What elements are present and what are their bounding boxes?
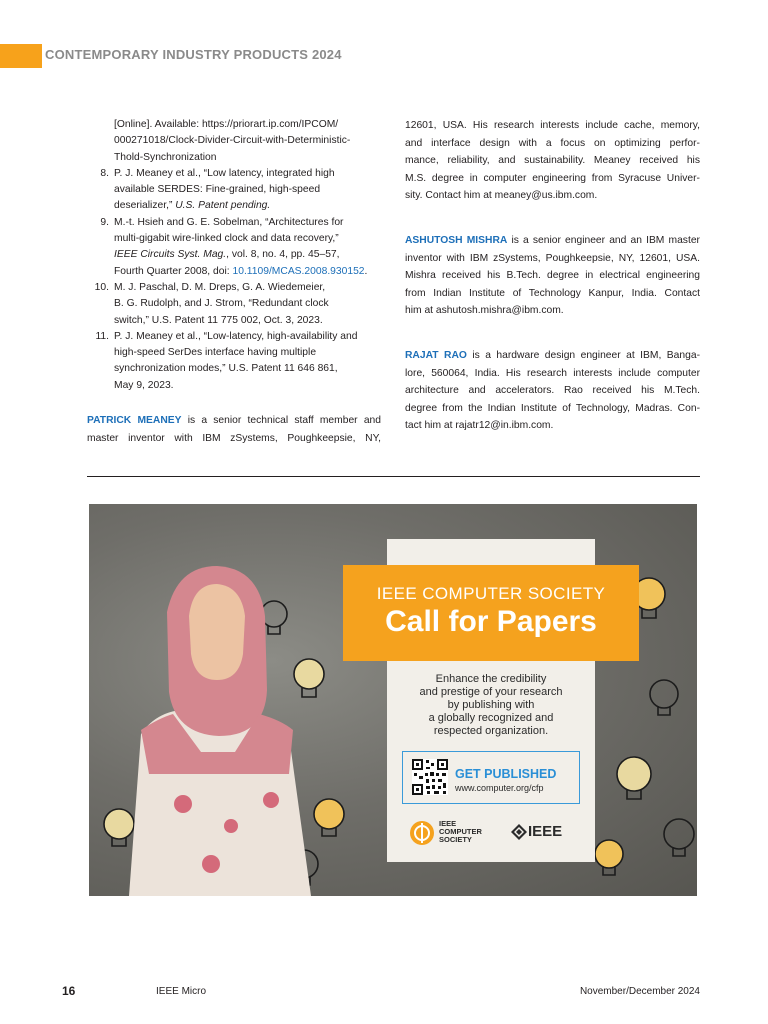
lightbulb-icon (104, 809, 134, 846)
ad-body-line: by publishing with (447, 699, 535, 711)
bio-text: sity. Contact him at meaney@us.ibm.com. (405, 190, 598, 202)
bio-text: is a senior engineer and an IBM master (507, 234, 700, 246)
bio-text: is a senior technical staff member and (181, 415, 381, 427)
lightbulb-icon (314, 799, 344, 836)
ref-line: [Online]. Available: https://priorart.ip.com/IPCOM/ (114, 119, 339, 130)
reference-10 (87, 280, 381, 329)
reference-8 (87, 166, 381, 215)
ref-italic: U.S. Patent pending. (175, 200, 271, 212)
header-accent-bar (0, 44, 42, 68)
magazine-name: IEEE Micro (156, 986, 207, 997)
ad-url[interactable]: www.computer.org/cfp (455, 783, 544, 793)
bio-text: tact him at rajatr12@in.ibm.com. (405, 420, 554, 432)
ref-line: switch,” U.S. Patent 11 775 002, Oct. 3, 2023. (114, 314, 323, 326)
bio-text: mance, reliability, and sustainability. Meaney received his (405, 155, 700, 167)
ad-body-line: Enhance the credibility (435, 673, 547, 685)
lightbulb-icon (664, 819, 694, 856)
ieee-diamond-icon (511, 824, 527, 840)
reference-9 (87, 215, 381, 280)
bio-ashutosh-mishra (405, 232, 700, 320)
bio-rajat-rao (405, 347, 700, 435)
ref-line: B. G. Rudolph, and J. Strom, “Redundant clock (114, 298, 329, 310)
ref-text: deserializer,” (114, 200, 176, 212)
ref-text: . (364, 265, 368, 277)
ad-logos (409, 818, 579, 848)
ref-line: 000271018/Clock-Divider-Circuit-with-Deterministic- (114, 135, 351, 147)
bio-text: 12601, USA. His research interests include cache, memory, (405, 120, 700, 131)
ref-line: multi-gigabit wire-linked clock and data recovery,” (114, 233, 339, 245)
person-illustration (129, 566, 311, 896)
bio-text: degree from the Indian Institute of Technology, Madras. Con- (405, 402, 700, 414)
doi-link[interactable]: 10.1109/MCAS.2008.930152 (232, 265, 365, 277)
journal-title: IEEE Circuits Syst. Mag. (114, 249, 227, 261)
author-name: RAJAT RAO (405, 349, 467, 361)
logo-text: COMPUTER (439, 827, 482, 836)
logo-text: SOCIETY (439, 835, 472, 844)
reference-7-continued (87, 117, 381, 166)
reference-11 (87, 329, 381, 394)
reference-number: 11. (95, 330, 109, 342)
lightbulb-icon (650, 680, 678, 715)
bio-text: architecture and accelerators. Rao received his M.Tech. (405, 385, 700, 397)
issue-date: November/December 2024 (579, 986, 700, 997)
lightbulb-icon (617, 757, 651, 799)
lightbulb-icon (595, 840, 623, 875)
call-for-papers-ad[interactable] (89, 504, 697, 896)
ref-line: P. J. Meaney et al., “Low latency, integrated high (114, 167, 335, 179)
bio-text: is a hardware design engineer at IBM, Banga- (466, 349, 700, 361)
bio-patrick-meaney-continued (405, 117, 700, 205)
ad-body-line: and prestige of your research (419, 686, 563, 698)
ref-line: P. J. Meaney et al., “Low-latency, high-availability and (114, 330, 358, 342)
reference-number: 9. (100, 216, 109, 228)
ad-society-name: IEEE COMPUTER SOCIETY (376, 584, 606, 603)
right-column (405, 117, 700, 435)
bio-text: from Indian Institute of Technology Kanpur, India. Contact (405, 287, 700, 299)
bio-text: and interface design with a focus on optimizing perfor- (405, 137, 700, 149)
ref-text: Fourth Quarter 2008, doi: (114, 265, 233, 277)
running-header: CONTEMPORARY INDUSTRY PRODUCTS 2024 (45, 47, 342, 62)
qr-code-icon[interactable] (412, 759, 448, 795)
author-name: ASHUTOSH MISHRA (405, 234, 508, 246)
ref-line: M. J. Paschal, D. M. Dreps, G. A. Wiedemeier, (114, 281, 326, 293)
bio-text: lore, 560064, India. His research interests include computer (405, 367, 700, 379)
ref-line: high-speed SerDes interface having multiple (114, 347, 317, 359)
ieee-logo-text: IEEE (528, 823, 563, 840)
ad-headline: Call for Papers (385, 605, 597, 638)
bio-text: Mishra received his B.Tech. degree in electrical engineering (405, 270, 700, 282)
lightbulb-icon (294, 659, 324, 697)
ref-line: available SERDES: Fine-grained, high-speed (114, 184, 321, 196)
bio-text: inventor with IBM zSystems, Poughkeepsie, NY, 12601, USA. (405, 252, 700, 264)
ad-body-text (387, 673, 595, 738)
bio-text: master inventor with IBM zSystems, Poughkeepsie, NY, (87, 432, 381, 444)
computer-society-logo-icon (409, 820, 435, 846)
get-published-link[interactable]: GET PUBLISHED (455, 767, 557, 781)
ad-body-line: a globally recognized and (428, 712, 554, 724)
bio-text: M.S. degree in computer engineering from Syracuse Univer- (405, 172, 700, 184)
get-published-box[interactable] (402, 751, 580, 804)
ref-line: Thold-Synchronization (114, 151, 217, 163)
bio-patrick-meaney (87, 412, 381, 447)
author-name: PATRICK MEANEY (87, 415, 182, 427)
ref-line: May 9, 2023. (114, 379, 174, 391)
logo-text: IEEE (439, 819, 457, 828)
ref-line: M.-t. Hsieh and G. E. Sobelman, “Architectures for (114, 216, 344, 228)
section-divider (87, 476, 700, 477)
computer-society-logo-text (439, 820, 482, 844)
ref-line: synchronization modes,” U.S. Patent 11 646 861, (114, 363, 338, 375)
reference-number: 10. (94, 281, 109, 293)
ref-text: , vol. 8, no. 4, pp. 45–57, (226, 249, 340, 261)
left-column (87, 117, 381, 447)
ad-body-line: respected organization. (433, 725, 549, 737)
reference-number: 8. (100, 167, 109, 179)
page-number: 16 (62, 984, 76, 998)
bio-text: him at ashutosh.mishra@ibm.com. (405, 305, 564, 317)
